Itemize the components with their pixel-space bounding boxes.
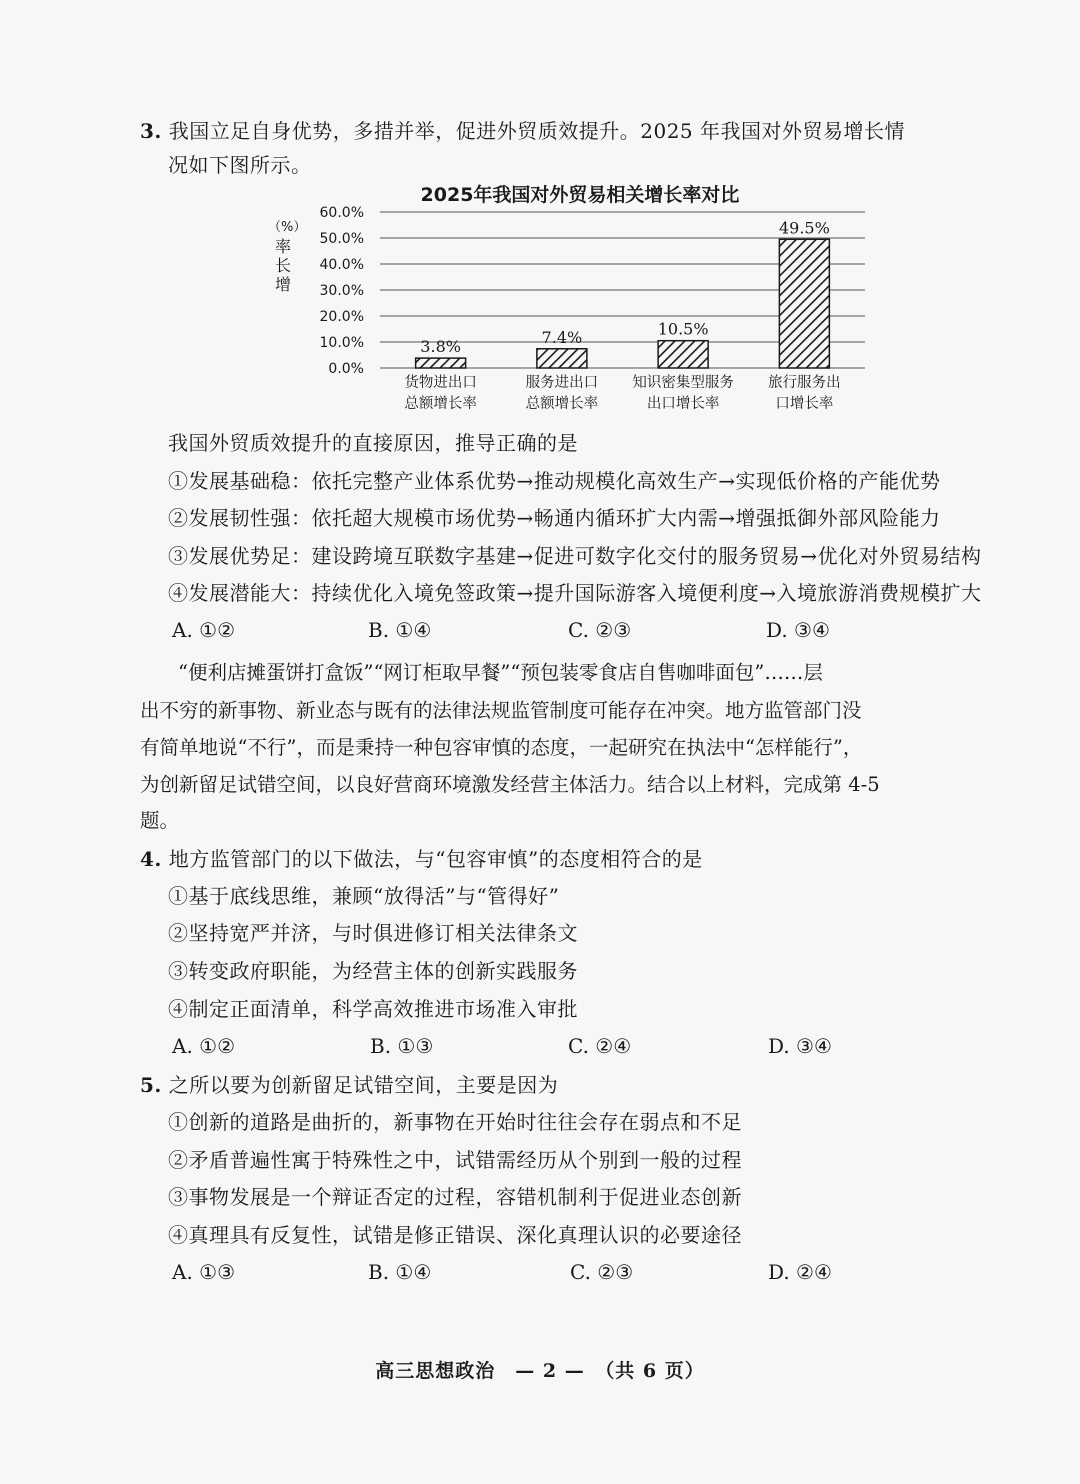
q3-option-1: ①发展基础稳：依托完整产业体系优势→推动规模化高效生产→实现低价格的产能优势 xyxy=(168,469,941,493)
q5-option-2: ②矛盾普遍性寓于特殊性之中，试错需经历从个别到一般的过程 xyxy=(168,1148,742,1172)
y-tick-label: 20.0% xyxy=(319,309,364,325)
bar xyxy=(779,239,829,368)
x-category-label: 总额增长率 xyxy=(404,396,477,412)
y-tick-label: 10.0% xyxy=(319,335,364,351)
bar-data-label: 3.8% xyxy=(420,337,461,357)
y-tick-label: 40.0% xyxy=(319,257,364,273)
y-tick-label: 50.0% xyxy=(319,231,364,247)
q4-stem-line xyxy=(140,846,703,872)
q5-option-1: ①创新的道路是曲折的，新事物在开始时往往会存在弱点和不足 xyxy=(168,1110,742,1134)
x-category-label: 服务进出口 xyxy=(525,375,599,391)
q5-choice-a: A. ①③ xyxy=(172,1260,236,1284)
x-category-label: 知识密集型服务 xyxy=(632,375,734,391)
q5-stem-line xyxy=(140,1072,558,1098)
q4-stem: 地方监管部门的以下做法，与“包容审慎”的态度相符合的是 xyxy=(168,847,703,871)
bar xyxy=(537,349,587,368)
material-line-3: 有简单地说“不行”，而是秉持一种包容审慎的态度，一起研究在执法中“怎样能行”， xyxy=(140,736,863,759)
q3-option-4: ④发展潜能大：持续优化入境免签政策→提升国际游客入境便利度→入境旅游消费规模扩大 xyxy=(168,581,982,605)
chart-y-axis-label xyxy=(268,218,307,294)
q3-line-1 xyxy=(140,118,905,144)
q4-option-4: ④制定正面清单，科学高效推进市场准入审批 xyxy=(168,997,578,1021)
material-line-5: 题。 xyxy=(140,809,180,832)
q3-choice-b: B. ①④ xyxy=(368,618,432,642)
x-category-label: 货物进出口 xyxy=(404,375,477,391)
q4-choice-a: A. ①② xyxy=(172,1034,236,1058)
y-label-char: 增 xyxy=(274,275,291,294)
q5-option-3: ③事物发展是一个辩证否定的过程，容错机制利于促进业态创新 xyxy=(168,1185,742,1209)
bar xyxy=(416,358,466,368)
chart-title: 2025年我国对外贸易相关增长率对比 xyxy=(420,184,740,206)
q4-choices xyxy=(172,1034,892,1062)
q3-stem-line2: 况如下图所示。 xyxy=(168,153,312,177)
y-tick-label: 30.0% xyxy=(319,283,364,299)
q5-option-4: ④真理具有反复性，试错是修正错误、深化真理认识的必要途径 xyxy=(168,1223,742,1247)
q3-choice-d: D. ③④ xyxy=(766,618,830,642)
q5-number: 5. xyxy=(140,1073,162,1097)
y-label-char: 长 xyxy=(274,256,291,275)
x-category-label: 旅行服务出 xyxy=(768,375,841,391)
x-category-label: 出口增长率 xyxy=(646,396,720,412)
q3-choice-c: C. ②③ xyxy=(568,618,632,642)
bar-data-label: 49.5% xyxy=(778,218,830,238)
bar-chart xyxy=(300,200,880,425)
q3-number: 3. xyxy=(140,119,162,143)
x-category-label: 口增长率 xyxy=(775,396,834,412)
q3-prompt: 我国外贸质效提升的直接原因，推导正确的是 xyxy=(168,431,578,455)
y-label-char: 率 xyxy=(274,237,291,256)
x-category-label: 总额增长率 xyxy=(525,396,599,412)
q4-option-3: ③转变政府职能，为经营主体的创新实践服务 xyxy=(168,959,578,983)
q4-choice-b: B. ①③ xyxy=(370,1034,434,1058)
q4-number: 4. xyxy=(140,847,162,871)
q3-choice-a: A. ①② xyxy=(172,618,236,642)
y-tick-label: 60.0% xyxy=(319,205,364,221)
q4-choice-d: D. ③④ xyxy=(768,1034,832,1058)
q3-choices xyxy=(172,618,892,646)
q5-stem: 之所以要为创新留足试错空间，主要是因为 xyxy=(168,1073,559,1097)
material-line-2: 出不穷的新事物、新业态与既有的法律法规监管制度可能存在冲突。地方监管部门没 xyxy=(140,699,862,722)
q3-stem-line1: 我国立足自身优势，多措并举，促进外贸质效提升。2025 年我国对外贸易增长情 xyxy=(168,119,906,143)
q5-choice-b: B. ①④ xyxy=(368,1260,432,1284)
bar-data-label: 10.5% xyxy=(657,319,709,339)
y-label-char: （%） xyxy=(268,220,307,235)
q4-option-2: ②坚持宽严并济，与时俱进修订相关法律条文 xyxy=(168,921,578,945)
bar-data-label: 7.4% xyxy=(541,327,583,347)
q4-option-1: ①基于底线思维，兼顾“放得活”与“管得好” xyxy=(168,884,560,908)
q5-choices xyxy=(172,1260,892,1288)
page-footer: 高三思想政治 — 2 — （共 6 页） xyxy=(375,1360,705,1382)
q4-choice-c: C. ②④ xyxy=(568,1034,632,1058)
bar xyxy=(658,341,708,368)
q3-option-2: ②发展韧性强：依托超大规模市场优势→畅通内循环扩大内需→增强抵御外部风险能力 xyxy=(168,506,941,530)
y-tick-label: 0.0% xyxy=(328,361,364,377)
q5-choice-d: D. ②④ xyxy=(768,1260,832,1284)
material-line-1: “便利店摊蛋饼打盒饭”“网订柜取早餐”“预包装零食店自售咖啡面包”……层 xyxy=(178,661,823,684)
q3-option-3: ③发展优势足：建设跨境互联数字基建→促进可数字化交付的服务贸易→优化对外贸易结构 xyxy=(168,544,982,568)
material-line-4: 为创新留足试错空间，以良好营商环境激发经营主体活力。结合以上材料，完成第 4-5 xyxy=(140,773,880,796)
q5-choice-c: C. ②③ xyxy=(570,1260,634,1284)
